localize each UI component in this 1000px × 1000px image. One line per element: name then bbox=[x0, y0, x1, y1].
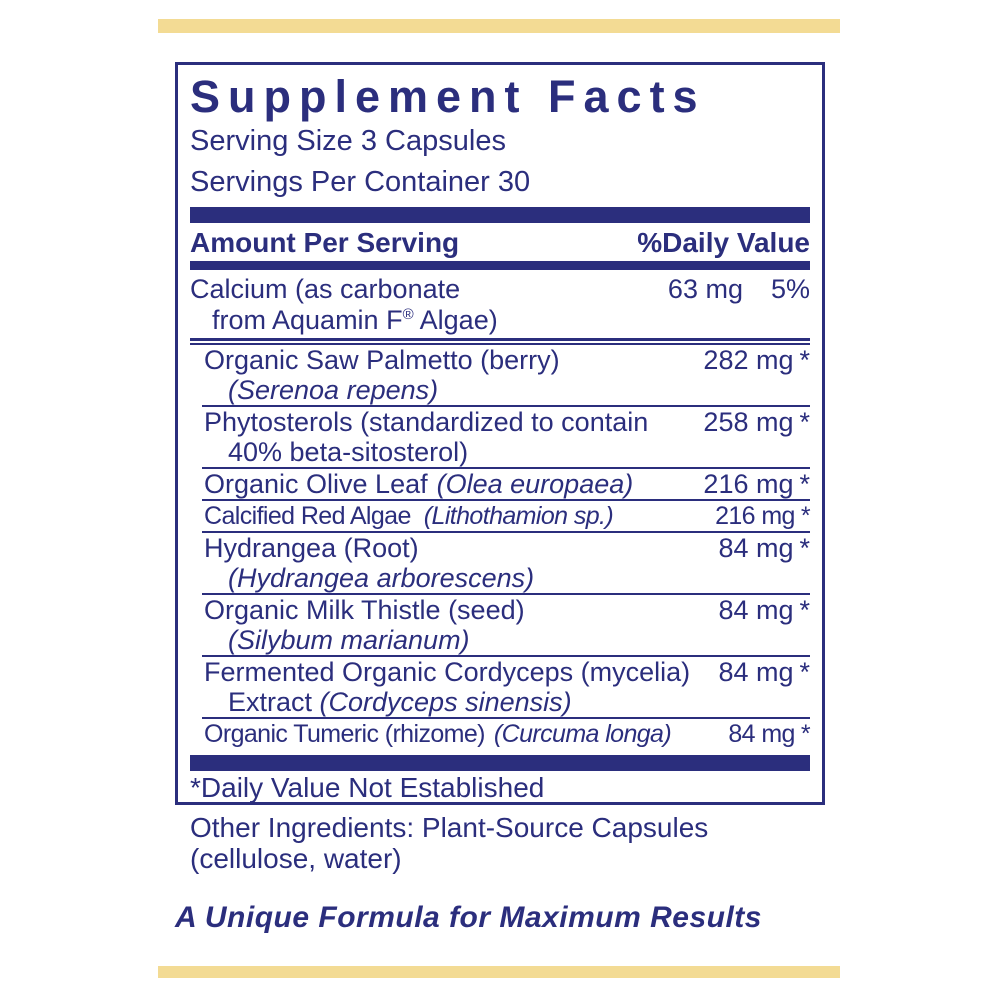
ingredient-latin-name: (Serenoa repens) bbox=[228, 375, 439, 405]
ingredient-amount: 282 mg bbox=[703, 345, 794, 375]
ingredient-amount: 216 mg bbox=[715, 502, 795, 530]
tagline: A Unique Formula for Maximum Results bbox=[175, 901, 762, 934]
ingredient-name: Organic Saw Palmetto (berry) bbox=[204, 345, 560, 375]
other-ingredients-line1: Other Ingredients: Plant-Source Capsules bbox=[190, 812, 709, 843]
ingredient-name: Fermented Organic Cordyceps (mycelia) bbox=[204, 657, 691, 687]
amount-per-serving-header: Amount Per Serving bbox=[190, 227, 460, 258]
divider-thick-bottom bbox=[190, 755, 810, 771]
daily-value-header: %Daily Value bbox=[637, 227, 810, 258]
divider-medium bbox=[190, 261, 810, 270]
asterisk: * bbox=[799, 469, 810, 499]
ingredient-row-cordyceps bbox=[190, 657, 810, 717]
calcium-row bbox=[190, 274, 810, 336]
ingredient-row-saw-palmetto bbox=[190, 345, 810, 405]
calcium-values bbox=[668, 274, 810, 305]
ingredient-latin-name: (Lithothamion sp.) bbox=[423, 502, 614, 530]
other-ingredients-line2: (cellulose, water) bbox=[190, 843, 402, 874]
ingredient-row-olive-leaf bbox=[190, 469, 810, 499]
ingredient-latin-name: (Curcuma longa) bbox=[493, 720, 672, 748]
servings-per-container-text: Servings Per Container 30 bbox=[190, 166, 531, 198]
ingredient-name: Organic Olive Leaf (Olea europaea) bbox=[204, 469, 634, 499]
ingredient-detail: Extract (Cordyceps sinensis) bbox=[228, 687, 572, 717]
calcium-amount: 63 mg bbox=[667, 274, 743, 304]
asterisk: * bbox=[799, 407, 810, 437]
ingredient-latin-name: (Cordyceps sinensis) bbox=[319, 687, 572, 717]
ingredient-name: Organic Tumeric (rhizome) (Curcuma longa) bbox=[204, 720, 672, 748]
ingredient-amount: 84 mg bbox=[718, 533, 794, 563]
ingredient-amount: 258 mg bbox=[703, 407, 794, 437]
supplement-facts-panel bbox=[175, 62, 825, 805]
divider-thick-top bbox=[190, 207, 810, 223]
calcium-source-text: from Aquamin F bbox=[212, 305, 403, 335]
asterisk: * bbox=[799, 595, 810, 625]
serving-size-text: Serving Size 3 Capsules bbox=[190, 125, 506, 157]
bottom-accent-bar bbox=[158, 966, 840, 978]
calcium-line1 bbox=[190, 274, 810, 305]
column-header-row bbox=[190, 225, 810, 261]
asterisk: * bbox=[799, 657, 810, 687]
asterisk: * bbox=[799, 345, 810, 375]
ingredient-latin-name: (Hydrangea arborescens) bbox=[228, 563, 535, 593]
asterisk: * bbox=[799, 533, 810, 563]
ingredient-latin-name: (Silybum marianum) bbox=[228, 625, 470, 655]
ingredient-latin-name: (Olea europaea) bbox=[436, 469, 634, 499]
ingredient-amount: 84 mg bbox=[728, 720, 795, 748]
ingredient-row-phytosterols bbox=[190, 407, 810, 467]
registered-mark: ® bbox=[402, 306, 414, 323]
ingredient-amount: 84 mg bbox=[718, 595, 794, 625]
ingredient-detail: 40% beta-sitosterol) bbox=[228, 437, 469, 467]
other-ingredients bbox=[190, 812, 708, 874]
calcium-daily-value: 5% bbox=[770, 274, 810, 304]
ingredient-name: Phytosterols (standardized to contain bbox=[204, 407, 649, 437]
ingredient-name: Organic Milk Thistle (seed) bbox=[204, 595, 525, 625]
calcium-source-text-end: Algae) bbox=[413, 305, 498, 335]
ingredient-row-milk-thistle bbox=[190, 595, 810, 655]
ingredient-name: Hydrangea (Root) bbox=[204, 533, 419, 563]
asterisk: * bbox=[800, 720, 810, 748]
panel-title: Supplement Facts bbox=[190, 71, 706, 122]
ingredient-row-tumeric bbox=[190, 719, 810, 749]
ingredient-row-red-algae bbox=[190, 501, 810, 531]
ingredient-amount: 216 mg bbox=[703, 469, 794, 499]
ingredient-amount: 84 mg bbox=[718, 657, 794, 687]
calcium-line2 bbox=[190, 305, 810, 336]
daily-value-footnote: *Daily Value Not Established bbox=[190, 772, 545, 803]
ingredient-row-hydrangea bbox=[190, 533, 810, 593]
divider-double-rule bbox=[190, 338, 810, 345]
ingredient-name: Calcified Red Algae (Lithothamion sp.) bbox=[204, 502, 614, 530]
calcium-name: Calcium (as carbonate bbox=[190, 274, 461, 304]
asterisk: * bbox=[800, 502, 810, 530]
top-accent-bar bbox=[158, 19, 840, 33]
